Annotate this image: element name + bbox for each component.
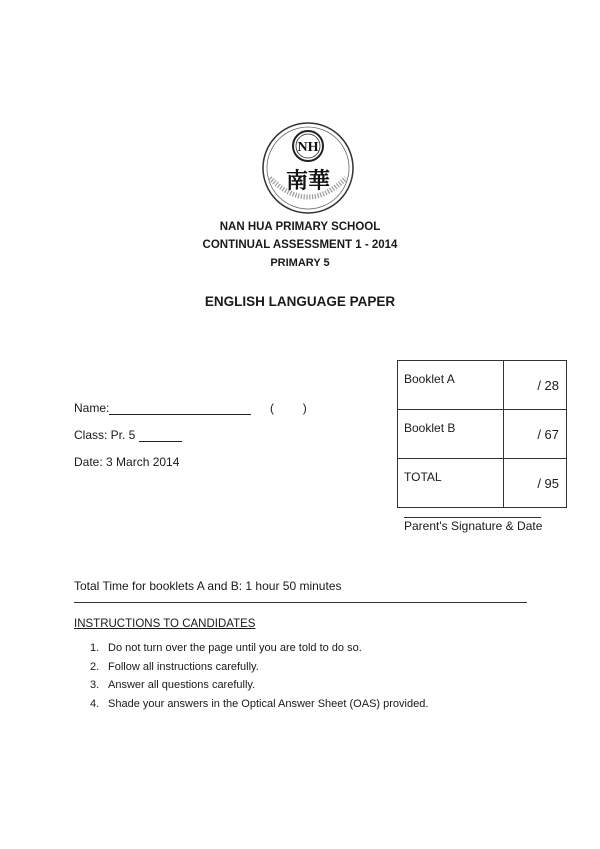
index-paren-open: ( xyxy=(270,401,275,415)
instruction-text: Answer all questions carefully. xyxy=(108,679,256,692)
total-time-text: Total Time for booklets A and B: 1 hour 50 minutes xyxy=(74,579,342,593)
logo-initials: NH xyxy=(297,140,319,155)
instruction-item xyxy=(90,660,428,679)
score-label: Booklet B xyxy=(398,410,504,459)
instruction-text: Shade your answers in the Optical Answer Sheet (OAS) provided. xyxy=(108,697,429,710)
class-label: Class: Pr. 5 xyxy=(74,428,136,442)
school-crest-icon xyxy=(260,120,356,216)
score-row-total xyxy=(398,459,567,508)
school-name: NAN HUA PRIMARY SCHOOL xyxy=(219,221,381,233)
class-blank[interactable] xyxy=(139,429,182,442)
name-field xyxy=(74,401,307,415)
signature-line[interactable] xyxy=(404,517,541,518)
score-value: / 67 xyxy=(504,410,567,459)
class-field xyxy=(74,428,182,442)
instruction-item xyxy=(90,678,428,697)
instruction-text: Do not turn over the page until you are told to do so. xyxy=(108,642,362,654)
instruction-text: Follow all instructions carefully. xyxy=(108,660,259,673)
paper-title: ENGLISH LANGUAGE PAPER xyxy=(204,294,396,309)
signature-label: Parent's Signature & Date xyxy=(404,519,543,533)
divider-line xyxy=(74,602,527,603)
assessment-title: CONTINUAL ASSESSMENT 1 - 2014 xyxy=(202,239,398,251)
score-label: Booklet A xyxy=(398,361,504,410)
instruction-number: 3. xyxy=(90,679,100,692)
name-label: Name: xyxy=(74,401,110,415)
date-field: Date: 3 March 2014 xyxy=(74,455,180,469)
instruction-item xyxy=(90,697,428,716)
score-row-booklet-b xyxy=(398,410,567,459)
level-title: PRIMARY 5 xyxy=(270,257,330,269)
score-row-booklet-a xyxy=(398,361,567,410)
instructions-list xyxy=(90,641,428,715)
index-paren-close: ) xyxy=(302,401,307,415)
score-value: / 28 xyxy=(504,361,567,410)
instructions-heading: INSTRUCTIONS TO CANDIDATES xyxy=(74,618,256,630)
logo-chinese-text: 南華 xyxy=(285,169,331,194)
instruction-number: 2. xyxy=(90,660,100,673)
instruction-item xyxy=(90,641,428,660)
name-blank[interactable] xyxy=(109,402,251,415)
score-table xyxy=(397,360,567,508)
instruction-number: 1. xyxy=(90,642,100,654)
score-value: / 95 xyxy=(504,459,567,508)
instruction-number: 4. xyxy=(90,697,100,710)
school-logo xyxy=(260,120,356,216)
score-label: TOTAL xyxy=(398,459,504,508)
